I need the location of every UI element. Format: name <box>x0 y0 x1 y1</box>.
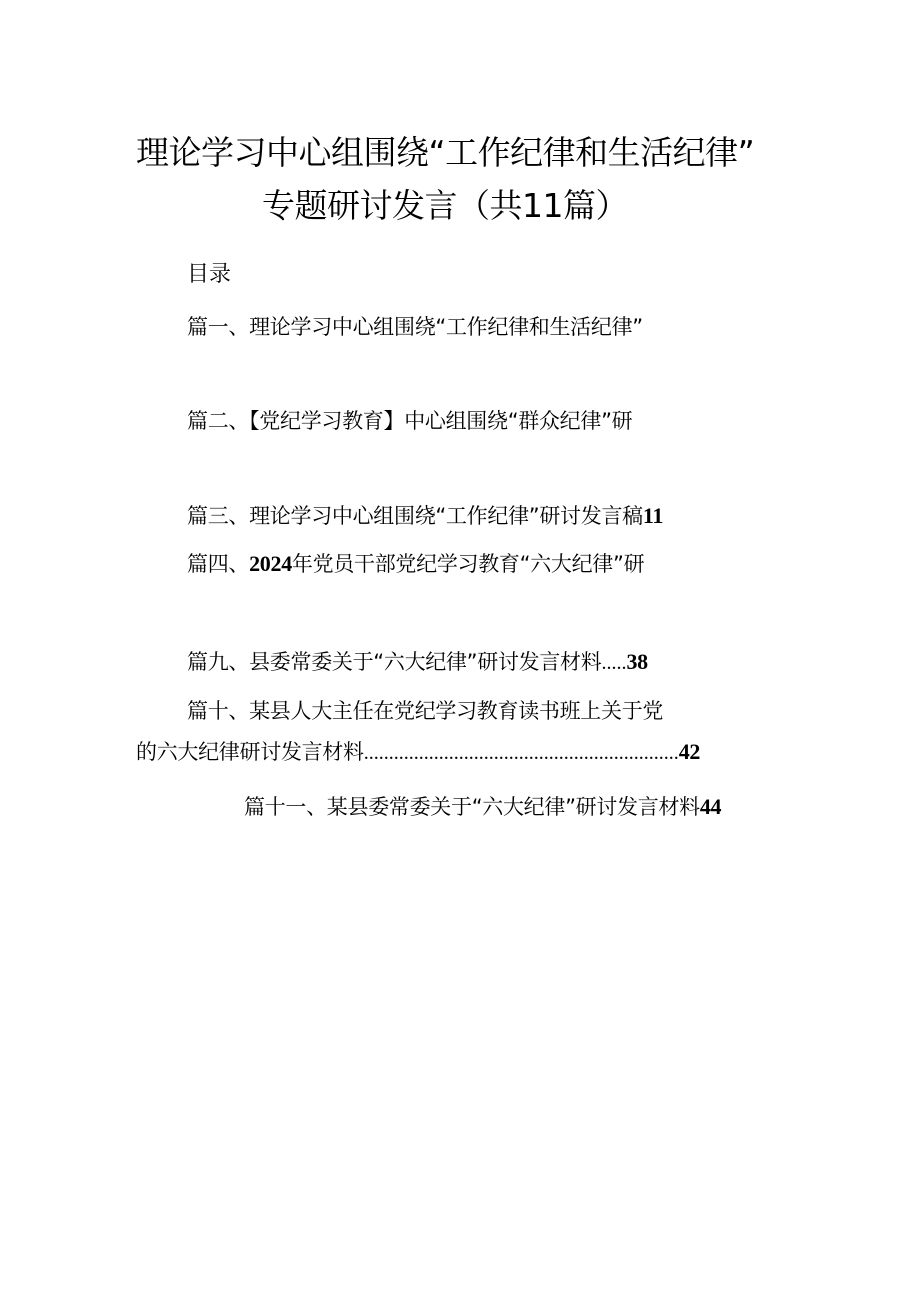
toc-entry-text: 篇十、某县人大主任在党纪学习教育读书班上关于党 <box>187 699 664 723</box>
toc-entry-text: 篇一、理论学习中心组围绕“工作纪律和生活纪律” <box>187 315 643 339</box>
toc-entry-4[interactable] <box>187 548 644 580</box>
toc-entry-text: 篇十一、某县委常委关于“六大纪律”研讨发言材料 <box>244 795 700 819</box>
toc-entry-page-number: 42 <box>678 739 701 764</box>
toc-entry-1[interactable] <box>187 311 643 343</box>
toc-entry-leader-dots: ..... <box>601 652 627 674</box>
toc-entry-text: 篇二、【党纪学习教育】中心组围绕“群众纪律”研 <box>187 409 633 433</box>
toc-entry-10[interactable] <box>187 695 663 727</box>
toc-entry-2[interactable] <box>187 405 632 437</box>
toc-entry-year: 2024 <box>249 551 292 576</box>
toc-entry-9[interactable] <box>187 646 648 679</box>
toc-entry-page-number: 38 <box>626 649 648 674</box>
toc-entry-11[interactable] <box>244 791 721 823</box>
toc-entry-10-continued[interactable] <box>136 736 700 769</box>
toc-entry-text: 篇九、县委常委关于“六大纪律”研讨发言材料 <box>187 650 602 674</box>
toc-entry-text: 篇三、理论学习中心组围绕“工作纪律”研讨发言稿 <box>187 504 643 528</box>
toc-entry-leader-dots: ............................................................... <box>363 742 679 764</box>
toc-entry-3[interactable] <box>187 500 663 532</box>
toc-heading: 目录 <box>187 262 232 287</box>
toc-entry-page-number: 44 <box>699 794 722 819</box>
toc-entry-text-continued: 的六大纪律研讨发言材料 <box>136 740 364 764</box>
document-title-line-2: 专题研讨发言（共11篇） <box>262 186 628 225</box>
toc-entry-text: 年党员干部党纪学习教育“六大纪律”研 <box>291 552 645 576</box>
document-title-line-1: 理论学习中心组围绕“工作纪律和生活纪律” <box>136 133 755 172</box>
toc-entry-page-number: 11 <box>642 503 664 528</box>
toc-entry-prefix: 篇四、 <box>187 552 250 576</box>
